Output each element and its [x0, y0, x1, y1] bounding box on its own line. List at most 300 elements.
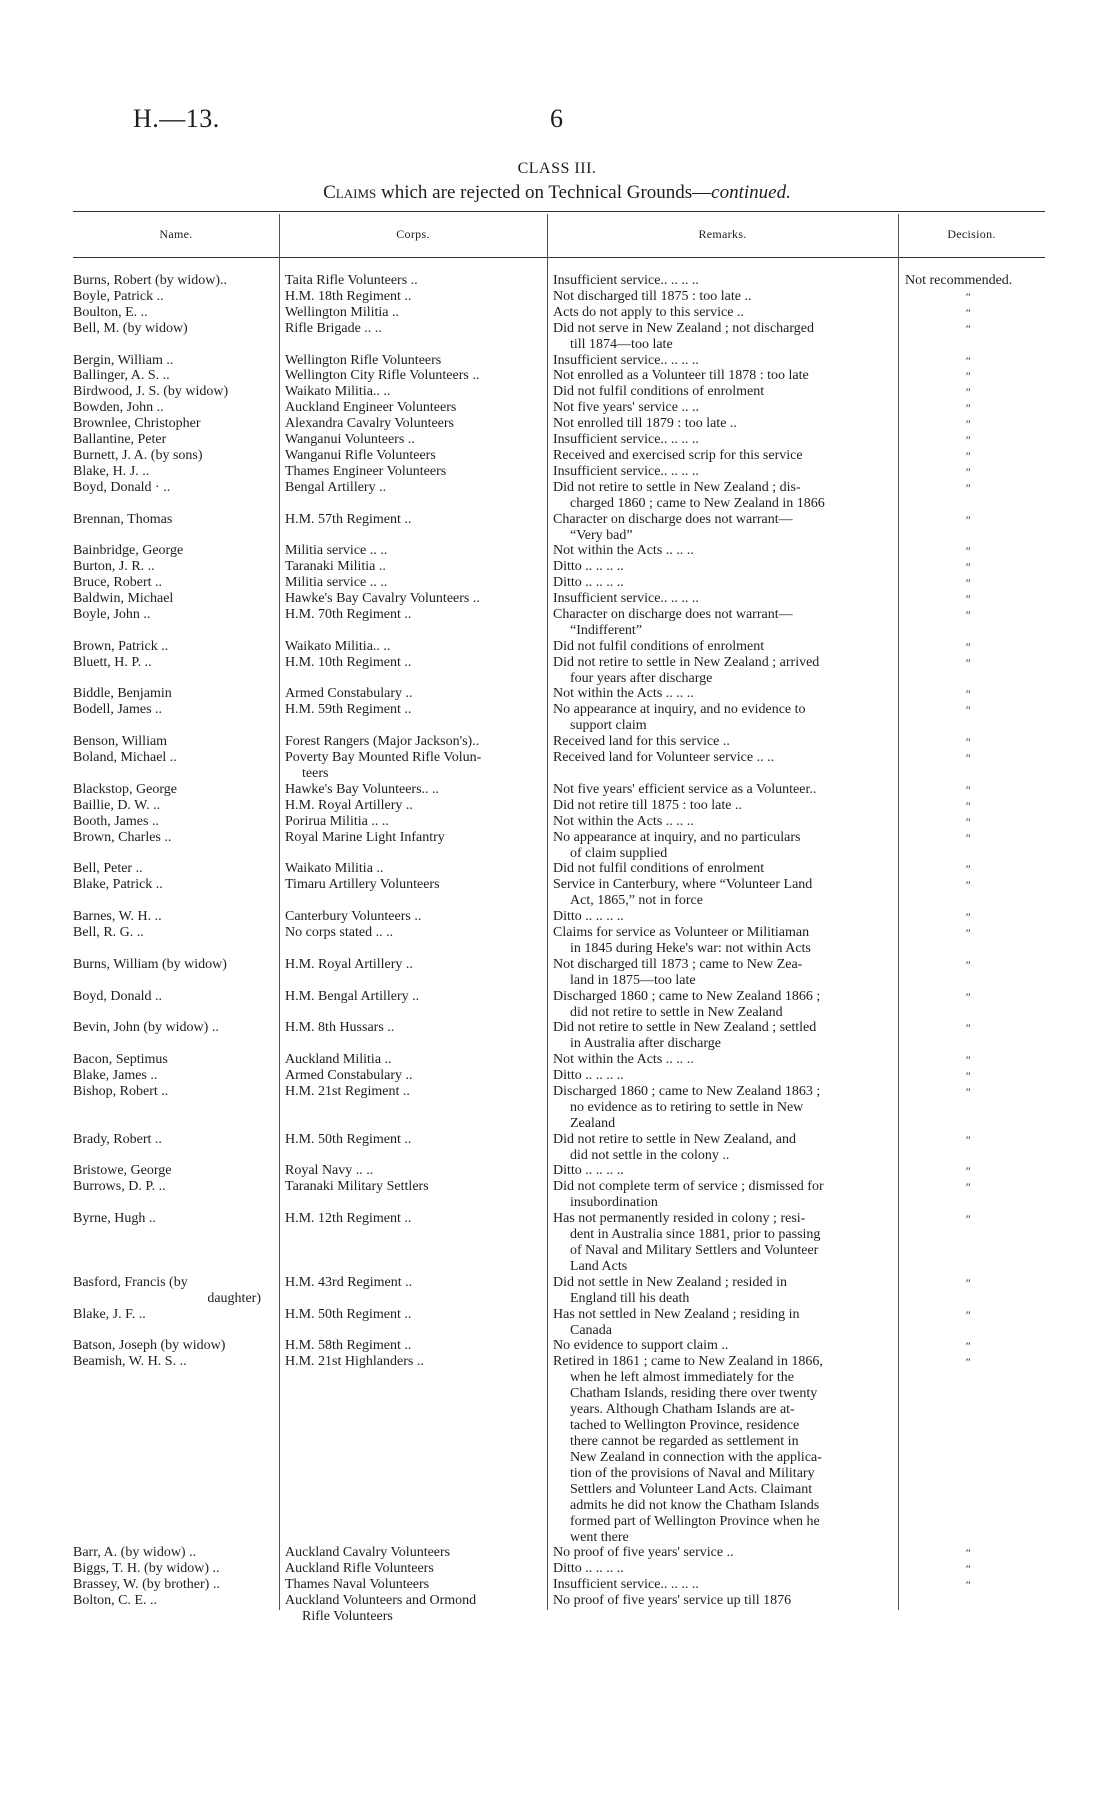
remarks-text-line: tached to Wellington Province, residence — [570, 1418, 800, 1434]
remarks-text — [553, 1084, 891, 1132]
decision-text: " — [965, 925, 971, 940]
claimant-name — [73, 798, 273, 814]
remarks-text-line: Insufficient service.. .. .. .. — [553, 463, 699, 479]
remarks-text-line: Not within the Acts .. .. .. — [553, 686, 694, 702]
claimant-name-line: Brennan, Thomas — [73, 511, 173, 527]
remarks-text-line: Acts do not apply to this service .. — [553, 304, 744, 320]
remarks-text — [553, 559, 891, 575]
table-row — [0, 1577, 1114, 1593]
document-reference: H.—13. — [133, 104, 220, 133]
remarks-text-line: Act, 1865,” not in force — [570, 893, 703, 909]
decision-text: " — [965, 862, 971, 877]
table-row — [0, 1179, 1114, 1211]
remarks-text — [553, 861, 891, 877]
remarks-text — [553, 273, 891, 289]
corps-name — [285, 512, 541, 528]
corps-name-line: Auckland Volunteers and Ormond — [285, 1592, 477, 1608]
corps-name-line: Auckland Cavalry Volunteers — [285, 1545, 451, 1560]
corps-name — [285, 734, 541, 750]
corps-name — [285, 1068, 541, 1084]
corps-name — [285, 1577, 541, 1593]
claimant-name-line: Blake, James .. — [73, 1068, 158, 1083]
claimant-name-line: Bell, R. G. .. — [73, 924, 144, 940]
remarks-text — [553, 368, 891, 384]
claimant-name — [73, 400, 273, 416]
claimant-name — [73, 1338, 273, 1354]
corps-name-line: Royal Navy .. .. — [285, 1163, 374, 1179]
claimant-name-line: Boyle, Patrick .. — [73, 288, 164, 304]
table-row — [0, 432, 1114, 448]
decision-text: " — [965, 385, 971, 400]
claimant-name-line: Bainbridge, George — [73, 543, 184, 559]
claimant-name-line: Baillie, D. W. .. — [73, 797, 161, 813]
claimant-name — [73, 607, 273, 623]
decision-text: " — [965, 878, 971, 893]
header-bottom-rule — [73, 257, 1045, 258]
remarks-text — [553, 512, 891, 544]
claimant-name — [73, 512, 273, 528]
decision-text: " — [965, 735, 971, 750]
claimant-name — [73, 1307, 273, 1323]
corps-name — [285, 925, 541, 941]
remarks-text-line: Discharged 1860 ; came to New Zealand 1863 ; — [553, 1083, 821, 1099]
corps-name-line: Armed Constabulary .. — [285, 686, 413, 702]
corps-name — [285, 877, 541, 893]
remarks-text-line: Discharged 1860 ; came to New Zealand 1866 ; — [553, 988, 821, 1004]
corps-name-line: Wellington Rifle Volunteers — [285, 352, 442, 368]
claimant-name — [73, 1561, 273, 1577]
remarks-text — [553, 877, 891, 909]
remarks-text-line: Insufficient service.. .. .. .. — [553, 352, 699, 368]
claimant-name — [73, 1068, 273, 1084]
claimant-name — [73, 1577, 273, 1593]
corps-name — [285, 368, 541, 384]
decision-text: " — [965, 576, 971, 591]
remarks-text — [553, 448, 891, 464]
decision-text: " — [965, 289, 971, 304]
claimant-name-line: Blake, J. F. .. — [73, 1306, 146, 1322]
corps-name-line: H.M. Royal Artillery .. — [285, 797, 413, 813]
remarks-text — [553, 289, 891, 305]
decision-text: " — [965, 1546, 971, 1560]
remarks-text-line: Did not fulfil conditions of enrolment — [553, 638, 765, 654]
remarks-text-line: did not settle in the colony .. — [570, 1147, 730, 1163]
corps-name — [285, 782, 541, 798]
corps-name-line: Poverty Bay Mounted Rifle Volun- — [285, 750, 482, 765]
decision-text: " — [965, 544, 971, 559]
remarks-text-line: Character on discharge does not warrant— — [553, 606, 793, 622]
corps-name-line: H.M. 8th Hussars .. — [285, 1020, 395, 1036]
corps-name — [285, 1275, 541, 1291]
decision-text: " — [965, 401, 971, 416]
corps-name — [285, 1593, 541, 1625]
remarks-text-line: there cannot be regarded as settlement in — [570, 1434, 799, 1450]
corps-name-line: Militia service .. .. — [285, 543, 388, 559]
claimant-name-line: Brady, Robert .. — [73, 1131, 162, 1147]
corps-name-line: H.M. 21st Highlanders .. — [285, 1354, 424, 1370]
remarks-text — [553, 686, 891, 702]
corps-name-line: Armed Constabulary .. — [285, 1068, 413, 1083]
table-row — [0, 1545, 1114, 1561]
decision-text: " — [965, 1069, 971, 1083]
claimant-name-line: Ballantine, Peter — [73, 432, 167, 447]
table-row — [0, 1275, 1114, 1307]
remarks-text-line: Retired in 1861 ; came to New Zealand in 1866, — [553, 1354, 823, 1370]
claimant-name — [73, 814, 273, 830]
table-row — [0, 321, 1114, 353]
remarks-text — [553, 1179, 891, 1211]
remarks-text-line: till 1874—too late — [570, 336, 673, 352]
decision-text: " — [965, 782, 971, 797]
decision-text: " — [965, 1355, 971, 1370]
column-header-name: Name. — [159, 227, 193, 241]
corps-name-line: Rifle Brigade .. .. — [285, 320, 382, 336]
decision-text: " — [965, 1577, 971, 1592]
table-row — [0, 1338, 1114, 1354]
remarks-text-line: Canada — [570, 1322, 612, 1338]
remarks-text — [553, 989, 891, 1021]
claimant-name-line: Burns, Robert (by widow).. — [73, 273, 227, 288]
table-row — [0, 957, 1114, 989]
table-row — [0, 925, 1114, 957]
table-row — [0, 1020, 1114, 1052]
corps-name-line: Thames Engineer Volunteers — [285, 463, 447, 479]
claimant-name-line: Bell, M. (by widow) — [73, 320, 188, 336]
claimant-name-line: Beamish, W. H. S. .. — [73, 1354, 187, 1370]
remarks-text-line: Did not fulfil conditions of enrolment — [553, 384, 765, 400]
claimant-name-line: Benson, William — [73, 734, 168, 750]
claimant-name — [73, 877, 273, 893]
corps-name-line: Porirua Militia .. .. — [285, 813, 389, 829]
claimant-name-line: Birdwood, J. S. (by widow) — [73, 384, 229, 400]
corps-name — [285, 1561, 541, 1577]
decision-text: " — [965, 1132, 971, 1147]
remarks-text — [553, 1307, 891, 1339]
corps-name — [285, 353, 541, 369]
table-row — [0, 782, 1114, 798]
corps-name-line: Auckland Militia .. — [285, 1052, 392, 1068]
remarks-text — [553, 655, 891, 687]
remarks-text-line: Did not retire to settle in New Zealand, and — [553, 1131, 796, 1147]
remarks-text — [553, 1163, 891, 1179]
table-row — [0, 750, 1114, 782]
table-row — [0, 1354, 1114, 1545]
remarks-text — [553, 1211, 891, 1275]
remarks-text — [553, 353, 891, 369]
corps-name-line: Hawke's Bay Volunteers.. .. — [285, 781, 440, 797]
table-row — [0, 607, 1114, 639]
corps-name — [285, 1132, 541, 1148]
table-row — [0, 368, 1114, 384]
remarks-text — [553, 830, 891, 862]
decision-text: " — [965, 1275, 971, 1290]
corps-name-line: H.M. 58th Regiment .. — [285, 1338, 412, 1354]
corps-name-line: H.M. 57th Regiment .. — [285, 511, 412, 527]
subtitle-claims: Claims — [323, 182, 377, 203]
claimant-name-line: Brassey, W. (by brother) .. — [73, 1576, 220, 1592]
table-row — [0, 591, 1114, 607]
claimant-name-line: Brown, Patrick .. — [73, 638, 169, 654]
remarks-text — [553, 798, 891, 814]
corps-name-line: H.M. Bengal Artillery .. — [285, 988, 420, 1004]
remarks-text-line: Not five years' efficient service as a Volunteer.. — [553, 781, 817, 797]
column-header-remarks: Remarks. — [698, 227, 747, 241]
claimant-name — [73, 543, 273, 559]
table-row — [0, 305, 1114, 321]
corps-name-line: Wanganui Rifle Volunteers — [285, 447, 436, 463]
remarks-text — [553, 305, 891, 321]
claimant-name-line: Blackstop, George — [73, 781, 177, 797]
remarks-text-line: England till his death — [570, 1290, 690, 1306]
claimant-name — [73, 1132, 273, 1148]
remarks-text-line: charged 1860 ; came to New Zealand in 1866 — [570, 495, 825, 511]
claimant-name — [73, 782, 273, 798]
claimant-name-line: Boulton, E. .. — [73, 304, 148, 320]
remarks-text-line: went there — [570, 1530, 629, 1546]
decision-text: " — [965, 1339, 971, 1354]
remarks-text-line: Not discharged till 1873 ; came to New Zea- — [553, 956, 803, 972]
decision-text: " — [965, 798, 971, 813]
corps-name — [285, 1084, 541, 1100]
claimant-name — [73, 1052, 273, 1068]
corps-name-line: Waikato Militia.. .. — [285, 384, 391, 400]
remarks-text-line: did not retire to settle in New Zealand — [570, 1004, 783, 1020]
claimant-name-line: Burns, William (by widow) — [73, 956, 227, 972]
table-row — [0, 575, 1114, 591]
remarks-text-line: Not enrolled till 1879 : too late .. — [553, 416, 737, 432]
claimant-name — [73, 432, 273, 448]
claimant-name-line: Bishop, Robert .. — [73, 1083, 169, 1099]
remarks-text — [553, 734, 891, 750]
corps-name-line: H.M. Royal Artillery .. — [285, 956, 413, 972]
remarks-text — [553, 464, 891, 480]
remarks-text — [553, 1132, 891, 1164]
remarks-text-line: New Zealand in connection with the applica- — [570, 1450, 822, 1466]
claimant-name-line: Blake, Patrick .. — [73, 877, 163, 893]
corps-name-line: Forest Rangers (Major Jackson's).. — [285, 734, 480, 750]
table-row — [0, 1561, 1114, 1577]
corps-name-line: Taranaki Military Settlers — [285, 1179, 429, 1195]
corps-name-line: Royal Marine Light Infantry — [285, 829, 445, 845]
remarks-text-line: no evidence as to retiring to settle in New — [570, 1099, 804, 1115]
table-row — [0, 353, 1114, 369]
corps-name-line: teers — [302, 766, 329, 781]
remarks-text-line: Has not permanently resided in colony ; resi- — [553, 1211, 806, 1227]
remarks-text — [553, 814, 891, 830]
decision-text: " — [965, 639, 971, 654]
remarks-text-line: Ditto .. .. .. .. — [553, 909, 624, 924]
claimant-name — [73, 1163, 273, 1179]
table-row — [0, 989, 1114, 1021]
decision-text: " — [965, 1212, 971, 1227]
claimant-name — [73, 957, 273, 973]
corps-name-line: Waikato Militia.. .. — [285, 638, 391, 654]
remarks-text-line: formed part of Wellington Province when he — [570, 1514, 820, 1530]
corps-name — [285, 559, 541, 575]
claimant-name — [73, 480, 273, 496]
claimant-name — [73, 353, 273, 369]
table-row — [0, 798, 1114, 814]
table-row — [0, 559, 1114, 575]
remarks-text-line: four years after discharge — [570, 670, 713, 686]
table-row — [0, 877, 1114, 909]
remarks-text-line: insubordination — [570, 1195, 658, 1211]
remarks-text — [553, 1068, 891, 1084]
decision-text: " — [965, 751, 971, 765]
table-row — [0, 702, 1114, 734]
claimant-name — [73, 321, 273, 337]
remarks-text — [553, 1561, 891, 1577]
decision-text: " — [965, 1561, 971, 1576]
remarks-text-line: Ditto .. .. .. .. — [553, 1560, 624, 1576]
column-header-corps: Corps. — [396, 227, 430, 241]
remarks-text-line: in Australia after discharge — [570, 1036, 721, 1052]
claimant-name — [73, 1211, 273, 1227]
remarks-text-line: No appearance at inquiry, and no evidence to — [553, 702, 806, 718]
corps-name-line: Auckland Rifle Volunteers — [285, 1560, 434, 1576]
decision-text: " — [965, 1084, 971, 1099]
corps-name-line: H.M. 50th Regiment .. — [285, 1131, 412, 1147]
claimant-name-line: Burrows, D. P. .. — [73, 1179, 166, 1195]
claimant-name — [73, 1179, 273, 1195]
table-top-rule — [73, 211, 1045, 212]
claimant-name — [73, 305, 273, 321]
claimant-name-line: Booth, James .. — [73, 813, 159, 829]
corps-name-line: Timaru Artillery Volunteers — [285, 877, 440, 893]
claimant-name — [73, 1354, 273, 1370]
remarks-text-line: Received land for Volunteer service .. .. — [553, 750, 775, 765]
corps-name-line: No corps stated .. .. — [285, 924, 394, 940]
claimant-name-line: Burton, J. R. .. — [73, 559, 155, 575]
corps-name — [285, 384, 541, 400]
corps-name-line: H.M. 70th Regiment .. — [285, 606, 412, 622]
decision-text: " — [965, 655, 971, 670]
subtitle-text: which are rejected on Technical Grounds— — [376, 182, 712, 203]
remarks-text — [553, 750, 891, 766]
claimant-name — [73, 639, 273, 655]
remarks-text-line: No proof of five years' service .. — [553, 1545, 734, 1560]
corps-name — [285, 321, 541, 337]
column-header-decision: Decision. — [947, 227, 996, 241]
claimant-name-line: Blake, H. J. .. — [73, 463, 150, 479]
corps-name — [285, 861, 541, 877]
table-row — [0, 1593, 1114, 1625]
claimant-name-line: Boyd, Donald .. — [73, 988, 163, 1004]
table-row — [0, 686, 1114, 702]
claimant-name-line: Bowden, John .. — [73, 400, 164, 416]
claimant-name — [73, 686, 273, 702]
corps-name — [285, 750, 541, 782]
remarks-text — [553, 639, 891, 655]
claimant-name-line: Batson, Joseph (by widow) — [73, 1338, 226, 1354]
remarks-text-line: Ditto .. .. .. .. — [553, 559, 624, 575]
remarks-text-line: land in 1875—too late — [570, 972, 696, 988]
decision-text: " — [965, 607, 971, 622]
claimant-name — [73, 368, 273, 384]
claimant-name — [73, 989, 273, 1005]
corps-name — [285, 989, 541, 1005]
corps-name — [285, 400, 541, 416]
remarks-text — [553, 416, 891, 432]
corps-name-line: H.M. 10th Regiment .. — [285, 654, 412, 670]
remarks-text-line: Did not retire to settle in New Zealand ; dis- — [553, 479, 801, 495]
decision-text: " — [965, 560, 971, 575]
table-row — [0, 1084, 1114, 1132]
table-row — [0, 512, 1114, 544]
claimant-name-line: Bodell, James .. — [73, 702, 163, 718]
claimant-name-line: Burnett, J. A. (by sons) — [73, 447, 203, 463]
remarks-text — [553, 321, 891, 353]
claimant-name — [73, 702, 273, 718]
claimant-name-line: Brown, Charles .. — [73, 829, 172, 845]
claimant-name-line: Ballinger, A. S. .. — [73, 368, 170, 384]
corps-name — [285, 448, 541, 464]
remarks-text-line: support claim — [570, 718, 647, 734]
decision-text: " — [965, 1021, 971, 1036]
corps-name-line: Rifle Volunteers — [302, 1608, 393, 1624]
table-row — [0, 1307, 1114, 1339]
remarks-text — [553, 480, 891, 512]
claimant-name-line: Basford, Francis (by — [73, 1274, 188, 1290]
decision-text: " — [965, 957, 971, 972]
remarks-text-line: of Naval and Military Settlers and Volunteer — [570, 1243, 819, 1259]
corps-name — [285, 273, 541, 289]
corps-name-line: Taranaki Militia .. — [285, 559, 386, 575]
corps-name — [285, 464, 541, 480]
decision-text: " — [965, 433, 971, 447]
remarks-text-line: years. Although Chatham Islands are at- — [570, 1402, 795, 1418]
claimant-name-line: Biggs, T. H. (by widow) .. — [73, 1560, 220, 1576]
remarks-text-line: Land Acts — [570, 1259, 628, 1275]
table-row — [0, 1068, 1114, 1084]
decision-text: " — [965, 369, 971, 384]
corps-name-line: Waikato Militia .. — [285, 861, 384, 877]
table-row — [0, 448, 1114, 464]
remarks-text — [553, 432, 891, 448]
remarks-text — [553, 1052, 891, 1068]
table-row — [0, 273, 1114, 289]
corps-name — [285, 798, 541, 814]
claimant-name-line: Barr, A. (by widow) .. — [73, 1545, 197, 1560]
corps-name — [285, 416, 541, 432]
remarks-text-line: Settlers and Volunteer Land Acts. Claimant — [570, 1482, 813, 1498]
claimant-name — [73, 1275, 273, 1307]
decision-text: " — [965, 305, 971, 320]
decision-text: Not recommended. — [905, 273, 1013, 288]
claimant-name — [73, 273, 273, 289]
remarks-text — [553, 1354, 891, 1546]
decision-text: " — [965, 448, 971, 463]
corps-name — [285, 1211, 541, 1227]
corps-name-line: H.M. 59th Regiment .. — [285, 702, 412, 718]
claimant-name-line: Bruce, Robert .. — [73, 575, 163, 591]
corps-name-line: Militia service .. .. — [285, 575, 388, 591]
table-row — [0, 480, 1114, 512]
claimant-name-line: Byrne, Hugh .. — [73, 1211, 156, 1227]
decision-text: " — [965, 814, 971, 829]
remarks-text-line: Not within the Acts .. .. .. — [553, 813, 694, 829]
remarks-text-line: Did not settle in New Zealand ; resided in — [553, 1274, 788, 1290]
claimant-name-line: Boyle, John .. — [73, 606, 151, 622]
remarks-text — [553, 575, 891, 591]
remarks-text-line: dent in Australia since 1881, prior to passing — [570, 1227, 821, 1243]
corps-name — [285, 814, 541, 830]
decision-text: " — [965, 321, 971, 336]
claimant-name-line: Boyd, Donald · .. — [73, 479, 171, 495]
corps-name — [285, 1052, 541, 1068]
corps-name — [285, 289, 541, 305]
corps-name — [285, 1163, 541, 1179]
